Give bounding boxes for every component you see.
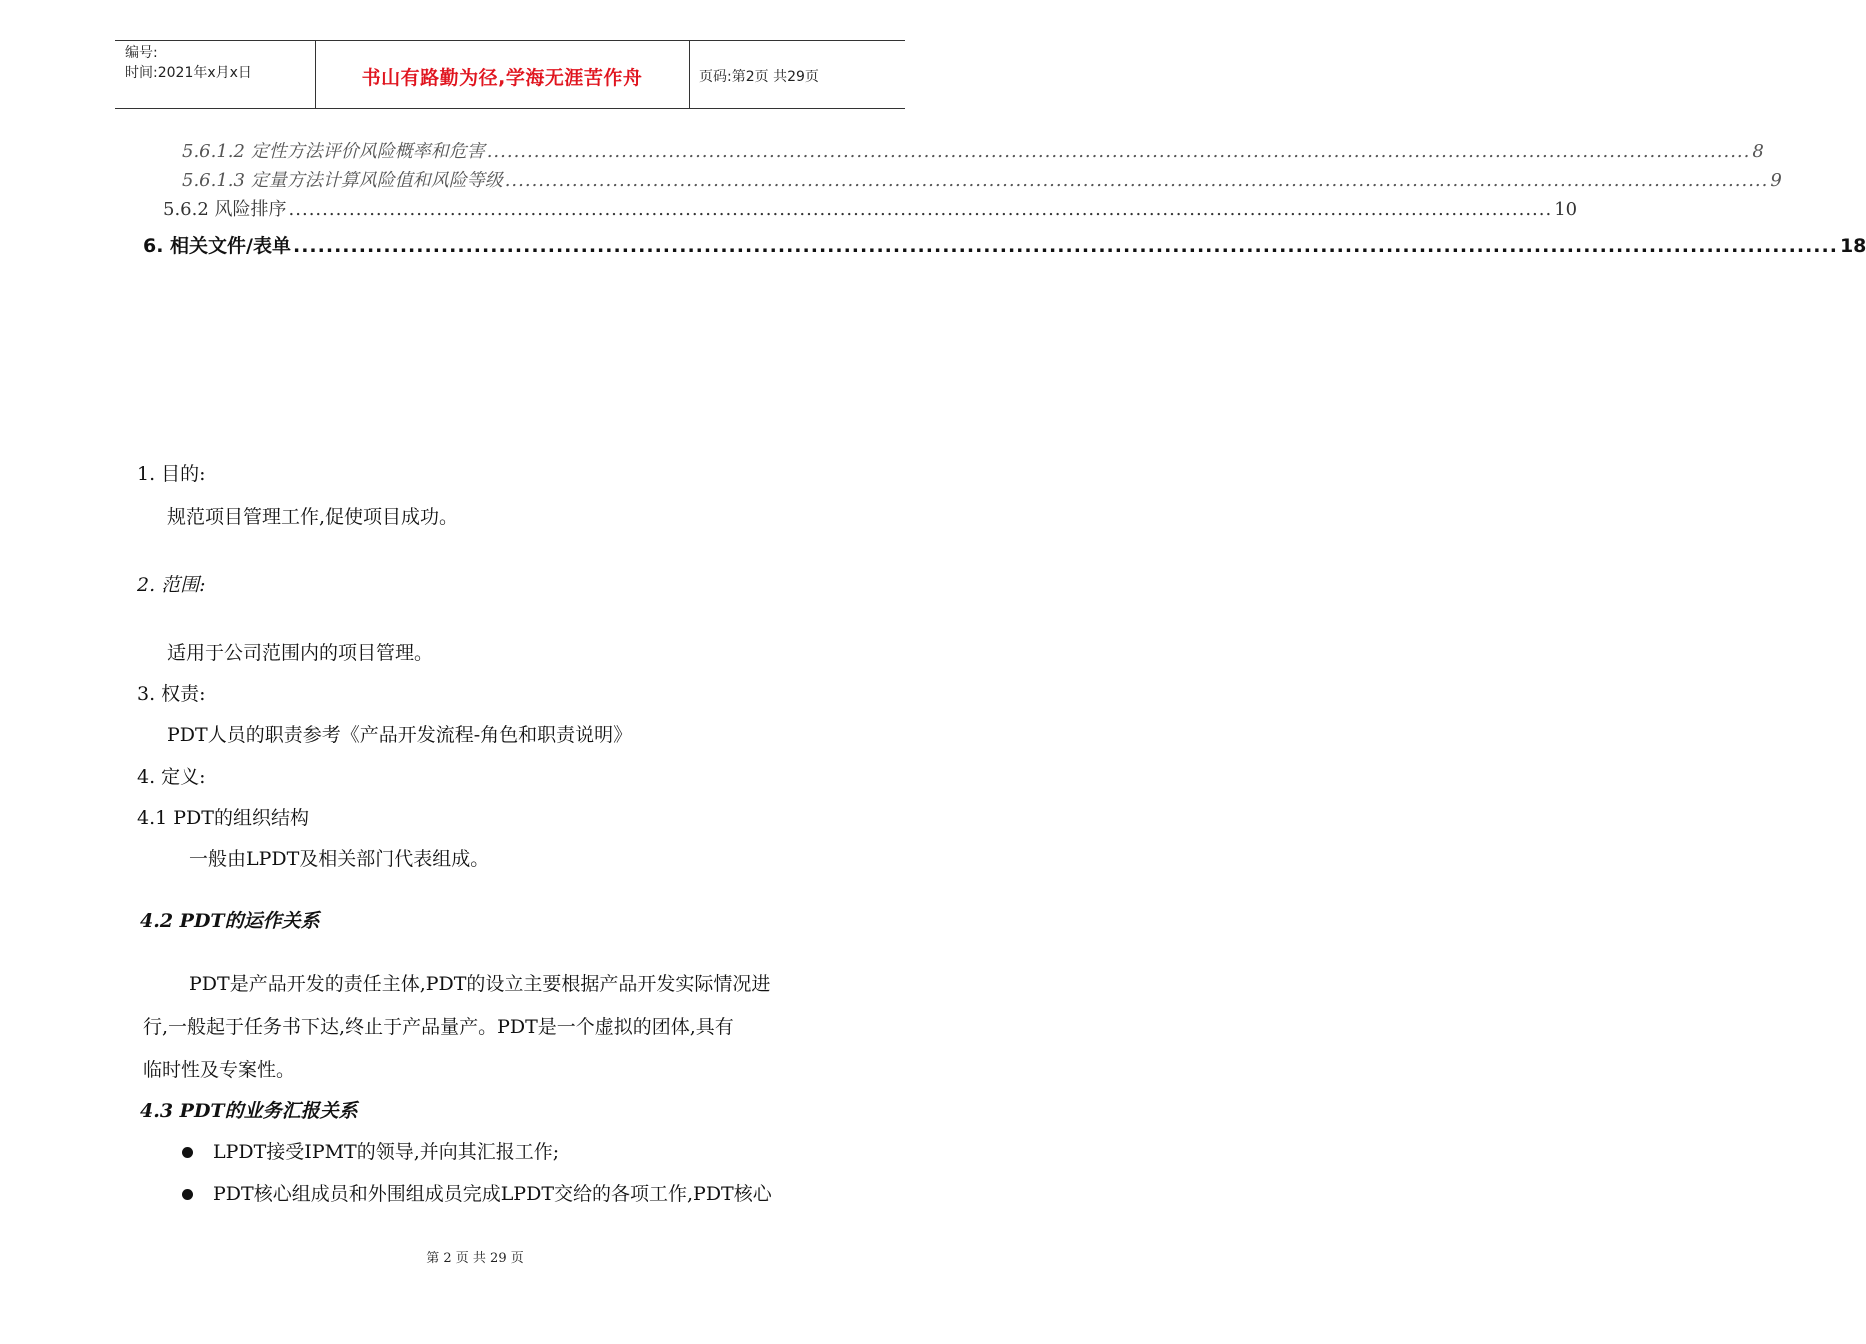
toc-leader: ............................................................................................................................................................................................ [293,235,1838,257]
section-heading: 4. 定义: [137,766,206,788]
list-item: LPDT接受IPMT的领导,并向其汇报工作; [213,1141,560,1163]
bullet-icon [182,1147,193,1158]
toc-entry-label: 5.6.2 风险排序 [163,199,287,220]
document-time-label: 时间:2021年x月x日 [125,65,252,81]
toc-entry[interactable] [182,166,1782,192]
toc-entry-label: 5.6.1.2 定性方法评价风险概率和危害 [182,141,485,162]
section-heading: 2. 范围: [137,574,206,596]
header-divider [689,41,690,108]
header-page-number: 页码:第2页 共29页 [699,69,819,85]
toc-entry-page: 10 [1554,199,1578,220]
section-heading: 3. 权责: [137,683,206,705]
toc-leader: ............................................................................................................................................................................................ [504,170,1769,191]
paragraph-line: 行,一般起于任务书下达,终止于产品量产。PDT是一个虚拟的团体,具有 [143,1016,734,1038]
subsection-heading: 4.2 PDT的运作关系 [140,910,320,932]
paragraph: PDT人员的职责参考《产品开发流程-角色和职责说明》 [167,724,633,746]
header-meta [125,43,252,83]
toc-entry-page: 9 [1770,170,1782,191]
section-heading: 1. 目的: [137,463,206,485]
toc-leader: ............................................................................................................................................................................................ [288,199,1553,220]
paragraph: 规范项目管理工作,促使项目成功。 [167,506,459,528]
toc-entry[interactable] [143,231,1866,258]
toc-entry-page: 8 [1752,141,1764,162]
page-footer: 第 2 页 共 29 页 [426,1251,524,1266]
subsection-heading: 4.1 PDT的组织结构 [137,807,309,829]
toc-entry[interactable] [182,137,1764,163]
paragraph: 一般由LPDT及相关部门代表组成。 [189,848,490,870]
toc-entry-label: 5.6.1.3 定量方法计算风险值和风险等级 [182,170,503,191]
paragraph: 适用于公司范围内的项目管理。 [167,642,434,664]
list-item: PDT核心组成员和外围组成员完成LPDT交给的各项工作,PDT核心 [213,1183,772,1205]
toc-entry-page: 18 [1839,235,1866,257]
page-header [115,40,905,109]
bullet-icon [182,1189,193,1200]
toc-leader: ............................................................................................................................................................................................ [486,141,1751,162]
document-number-label: 编号: [125,45,158,61]
toc-entry[interactable] [163,195,1578,221]
subsection-heading: 4.3 PDT的业务汇报关系 [140,1100,358,1122]
toc-entry-label: 6. 相关文件/表单 [143,235,291,257]
paragraph-line: 临时性及专案性。 [143,1059,296,1081]
paragraph-line: PDT是产品开发的责任主体,PDT的设立主要根据产品开发实际情况进 [189,973,771,995]
header-motto: 书山有路勤为径,学海无涯苦作舟 [361,67,643,89]
